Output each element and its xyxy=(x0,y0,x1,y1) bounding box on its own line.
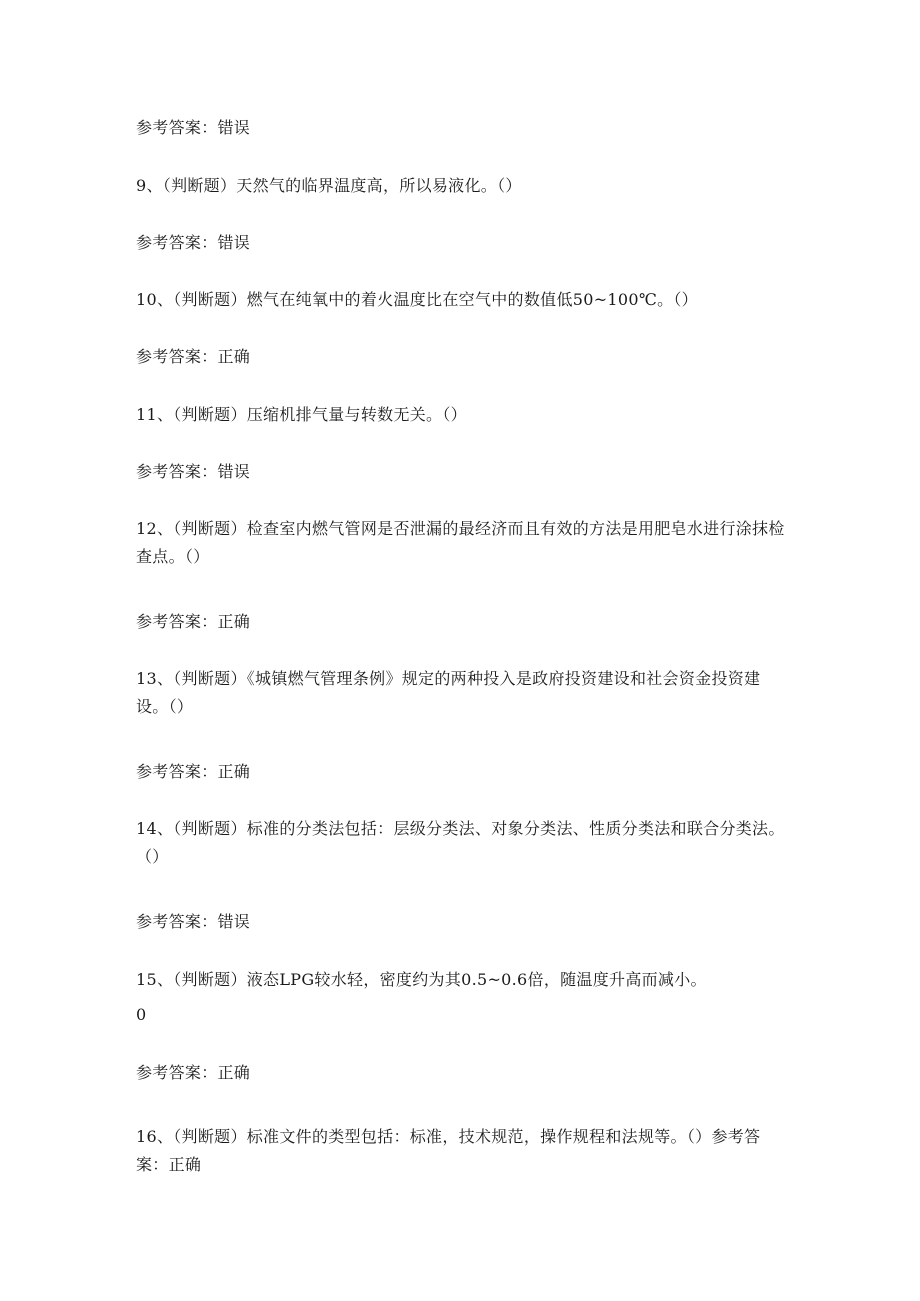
answer-line: 参考答案：错误 xyxy=(136,912,251,931)
question-10: 10、（判断题）燃气在纯氧中的着火温度比在空气中的数值低50~100℃。（） xyxy=(136,290,698,309)
answer-line: 参考答案：正确 xyxy=(136,612,251,631)
answer-line: 参考答案：错误 xyxy=(136,462,251,481)
question-16: 16、（判断题）标准文件的类型包括：标准，技术规范，操作规程和法规等。（）参考答案：正确 xyxy=(136,1127,761,1174)
question-11: 11、（判断题）压缩机排气量与转数无关。（） xyxy=(136,405,467,424)
question-14: 14、（判断题）标准的分类法包括：层级分类法、对象分类法、性质分类法和联合分类法。（） xyxy=(136,819,785,866)
answer-line: 参考答案：正确 xyxy=(136,1063,251,1082)
answer-line: 参考答案：错误 xyxy=(136,233,251,252)
question-15: 15、（判断题）液态LPG较水轻，密度约为其0.5~0.6倍，随温度升高而减小。 xyxy=(136,970,707,989)
question-12: 12、（判断题）检查室内燃气管网是否泄漏的最经济而且有效的方法是用肥皂水进行涂抹检查点。（） xyxy=(136,519,785,566)
answer-line: 参考答案：错误 xyxy=(136,118,251,137)
answer-line: 参考答案：正确 xyxy=(136,762,251,781)
answer-line: 参考答案：正确 xyxy=(136,347,251,366)
question-13: 13、（判断题）《城镇燃气管理条例》规定的两种投入是政府投资建设和社会资金投资建设。（） xyxy=(136,669,761,716)
question-9: 9、（判断题）天然气的临界温度高，所以易液化。（） xyxy=(136,176,522,195)
stray-fragment: 0 xyxy=(136,1005,147,1024)
